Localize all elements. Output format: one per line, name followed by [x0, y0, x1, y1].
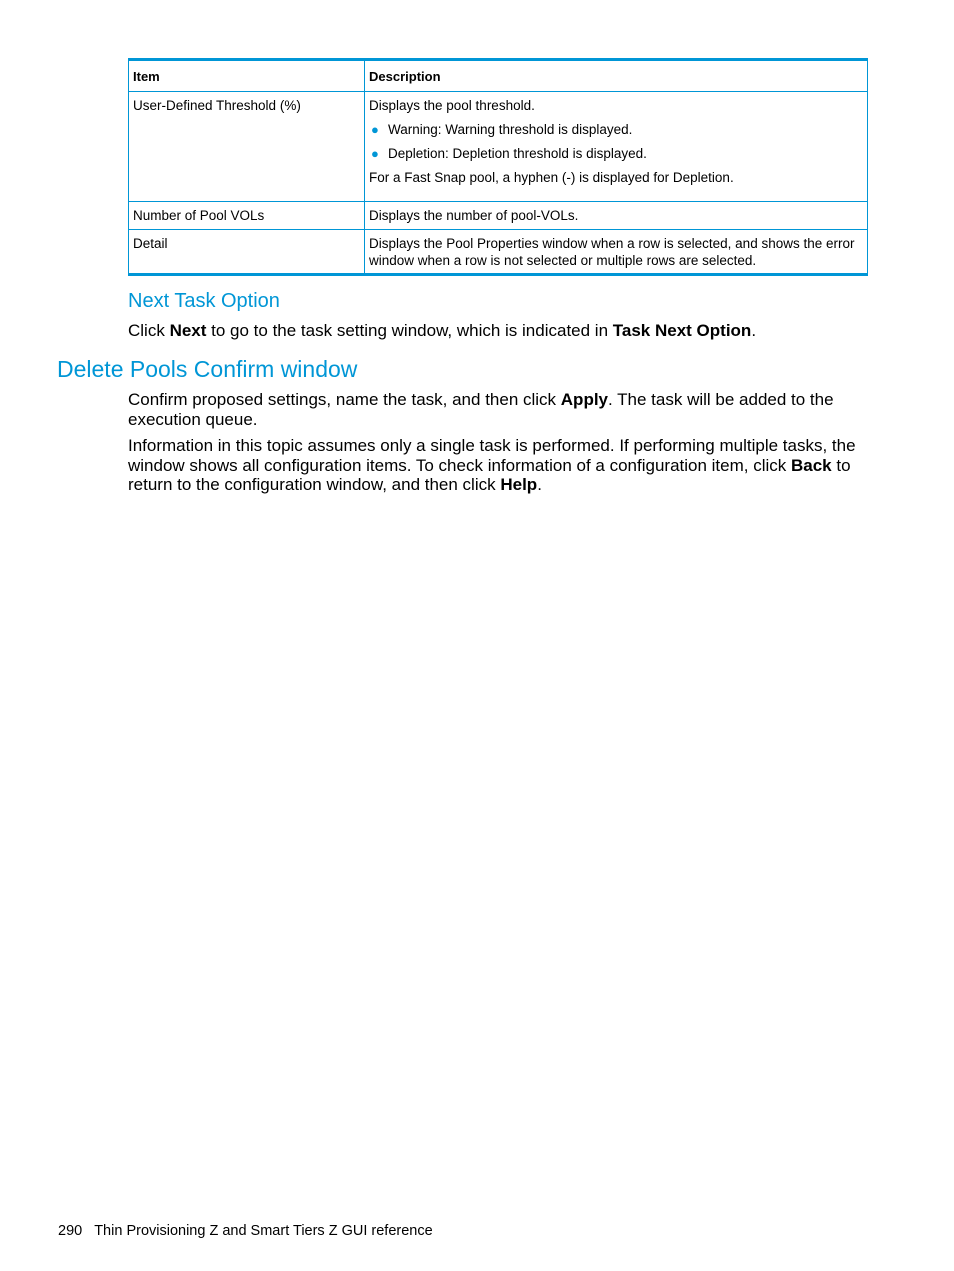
cell-item: Number of Pool VOLs: [129, 202, 365, 230]
bold-term: Task Next Option: [612, 321, 752, 340]
description-note: For a Fast Snap pool, a hyphen (-) is displayed for Depletion.: [369, 170, 734, 185]
bold-term: Back: [791, 455, 832, 475]
bold-term: Next: [169, 321, 207, 340]
cell-description: Displays the Pool Properties window when a row is selected, and shows the error window when a row is not selected or multiple rows are selected.: [365, 230, 868, 275]
text-run: Confirm proposed settings, name the task, and then click: [128, 390, 561, 409]
bullet-icon: ●: [371, 122, 379, 137]
header-item: Item: [129, 60, 365, 92]
delete-pools-confirm-heading: Delete Pools Confirm window: [57, 356, 358, 382]
reference-table: [128, 58, 868, 276]
text-run: Information in this topic assumes only a single task is performed. If performing multiple tasks, the window shows all configuration items. To check information of a configuration item, click: [128, 436, 856, 475]
list-item: [369, 121, 863, 138]
list-item: [369, 145, 863, 162]
text-run: . The task will be added to the execution queue.: [128, 390, 834, 429]
list-item-text: Warning: Warning threshold is displayed.: [388, 122, 633, 137]
next-task-option-heading: Next Task Option: [128, 290, 280, 312]
table-row: [129, 230, 868, 275]
cell-item: Detail: [129, 230, 365, 275]
table-row: [129, 202, 868, 230]
bullet-list: [369, 121, 863, 162]
page-number: 290: [58, 1223, 83, 1239]
cell-item: User-Defined Threshold (%): [129, 92, 365, 202]
header-description: Description: [365, 60, 868, 92]
text-run: .: [537, 475, 542, 494]
confirm-paragraph: [128, 390, 863, 429]
text-run: to return to the configuration window, and then click: [128, 455, 851, 494]
list-item-text: Depletion: Depletion threshold is displayed.: [388, 146, 647, 161]
description-intro: Displays the pool threshold.: [369, 98, 535, 113]
text-run: to go to the task setting window, which is indicated in: [206, 321, 613, 340]
cell-description: [365, 92, 868, 202]
next-task-paragraph: [128, 321, 863, 341]
text-run: .: [751, 321, 757, 340]
cell-description: Displays the number of pool-VOLs.: [365, 202, 868, 230]
information-paragraph: [128, 436, 863, 495]
bullet-icon: ●: [371, 146, 379, 161]
page-footer: [58, 1223, 433, 1239]
footer-title: Thin Provisioning Z and Smart Tiers Z GUI reference: [94, 1223, 433, 1239]
table-header-row: [129, 60, 868, 92]
table-row: [129, 92, 868, 202]
bold-term: Apply: [560, 390, 609, 409]
text-run: Click: [128, 321, 170, 340]
bold-term: Help: [500, 475, 538, 494]
